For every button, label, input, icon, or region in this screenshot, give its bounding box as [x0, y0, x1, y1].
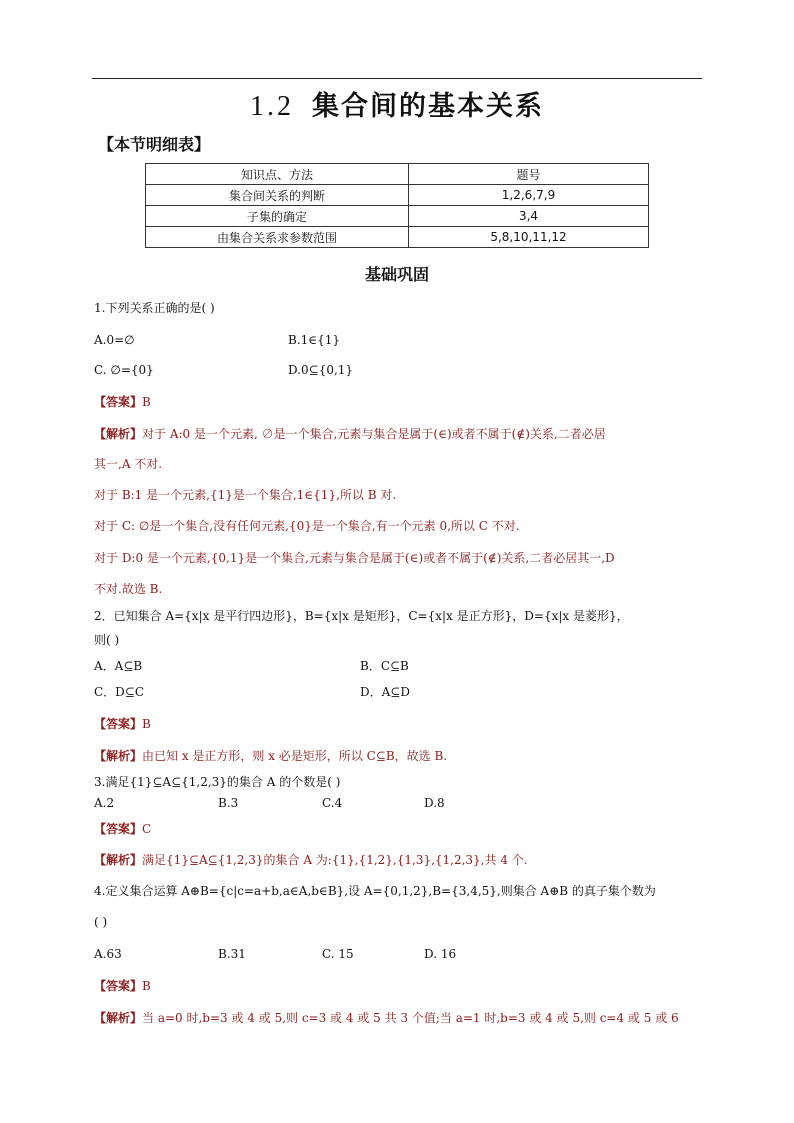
q4-option-c: C. 15	[322, 947, 354, 961]
table-cell: 子集的确定	[146, 206, 409, 227]
table-cell: 3,4	[409, 206, 649, 227]
q3-analysis	[94, 852, 528, 868]
analysis-label: 【解析】	[94, 853, 143, 867]
q1-analysis-line	[94, 426, 606, 442]
table-row	[146, 185, 649, 206]
q2-option-c: C．D⊆C	[94, 685, 145, 699]
q1-analysis-line: 对于 B:1 是一个元素,{1}是一个集合,1∈{1},所以 B 对.	[94, 488, 397, 502]
section-label: 【本节明细表】	[98, 135, 211, 154]
q3-option-d: D.8	[424, 796, 445, 810]
q4-stem-cont: ( )	[94, 915, 108, 929]
table-cell: 由集合关系求参数范围	[146, 227, 409, 248]
q1-option-a: A.0=∅	[94, 333, 135, 347]
analysis-label: 【解析】	[94, 749, 143, 763]
q1-option-b: B.1∈{1}	[288, 333, 341, 347]
analysis-text: 由已知 x 是正方形，则 x 必是矩形，所以 C⊆B，故选 B.	[142, 749, 448, 763]
table-header-row	[146, 164, 649, 185]
answer-label: 【答案】	[94, 717, 143, 731]
answer-value: B	[142, 979, 151, 993]
q2-answer	[94, 716, 151, 732]
q3-option-b: B.3	[218, 796, 239, 810]
q4-stem: 4.定义集合运算 A⊕B={c|c=a+b,a∈A,b∈B},设 A={0,1,2},B={3,4,5},则集合 A⊕B 的真子集个数为	[94, 884, 656, 898]
q3-stem: 3.满足{1}⊆A⊆{1,2,3}的集合 A 的个数是( )	[94, 775, 341, 789]
top-rule	[92, 78, 702, 79]
q2-analysis	[94, 748, 447, 764]
q3-option-c: C.4	[322, 796, 343, 810]
q1-analysis-line: 对于 C: ∅是一个集合,没有任何元素,{0}是一个集合,有一个元素 0,所以 C 不对.	[94, 519, 520, 533]
analysis-label: 【解析】	[94, 427, 143, 441]
page-title	[0, 84, 794, 123]
answer-label: 【答案】	[94, 395, 143, 409]
q4-analysis	[94, 1010, 679, 1026]
q2-stem: 2．已知集合 A={x|x 是平行四边形}，B={x|x 是矩形}，C={x|x 是正方形}，D={x|x 是菱形}，	[94, 609, 629, 623]
q3-option-a: A.2	[94, 796, 115, 810]
analysis-text: 对于 A:0 是一个元素, ∅是一个集合,元素与集合是属于(∈)或者不属于(∉)关系,二者必居	[142, 427, 606, 441]
analysis-text: 满足{1}⊆A⊆{1,2,3}的集合 A 为:{1},{1,2},{1,3},{1,2,3},共 4 个.	[142, 853, 528, 867]
q1-analysis-line: 对于 D:0 是一个元素,{0,1}是一个集合,元素与集合是属于(∈)或者不属于(∉)关系,二者必居其一,D	[94, 551, 615, 565]
analysis-label: 【解析】	[94, 1011, 143, 1025]
table-header-cell: 题号	[409, 164, 649, 185]
q1-option-d: D.0⊆{0,1}	[288, 363, 354, 377]
table-cell: 5,8,10,11,12	[409, 227, 649, 248]
q1-analysis-line: 其一,A 不对.	[94, 457, 163, 471]
q1-analysis-line: 不对.故选 B.	[94, 582, 163, 596]
q2-stem-cont: 则( )	[94, 633, 120, 647]
answer-label: 【答案】	[94, 822, 143, 836]
answer-value: B	[142, 717, 151, 731]
analysis-text: 当 a=0 时,b=3 或 4 或 5,则 c=3 或 4 或 5 共 3 个值;当 a=1 时,b=3 或 4 或 5,则 c=4 或 5 或 6	[142, 1011, 679, 1025]
knowledge-table	[145, 163, 649, 248]
q4-option-b: B.31	[218, 947, 246, 961]
answer-value: C	[142, 822, 152, 836]
table-cell: 1,2,6,7,9	[409, 185, 649, 206]
answer-value: B	[142, 395, 151, 409]
table-header-cell: 知识点、方法	[146, 164, 409, 185]
q4-option-a: A.63	[94, 947, 122, 961]
q2-option-d: D．A⊆D	[360, 685, 410, 699]
table-row	[146, 227, 649, 248]
table-cell: 集合间关系的判断	[146, 185, 409, 206]
q2-option-a: A．A⊆B	[94, 659, 143, 673]
sub-title: 基础巩固	[364, 265, 429, 284]
table-row	[146, 206, 649, 227]
q4-answer	[94, 978, 151, 994]
title-text: 集合间的基本关系	[312, 91, 544, 122]
q2-option-b: B．C⊆B	[360, 659, 409, 673]
title-number: 1.2	[250, 91, 294, 122]
q1-stem: 1.下列关系正确的是( )	[94, 301, 215, 315]
answer-label: 【答案】	[94, 979, 143, 993]
q4-option-d: D. 16	[424, 947, 457, 961]
q1-option-c: C. ∅={0}	[94, 363, 154, 377]
q1-answer	[94, 394, 151, 410]
q3-answer	[94, 821, 151, 837]
